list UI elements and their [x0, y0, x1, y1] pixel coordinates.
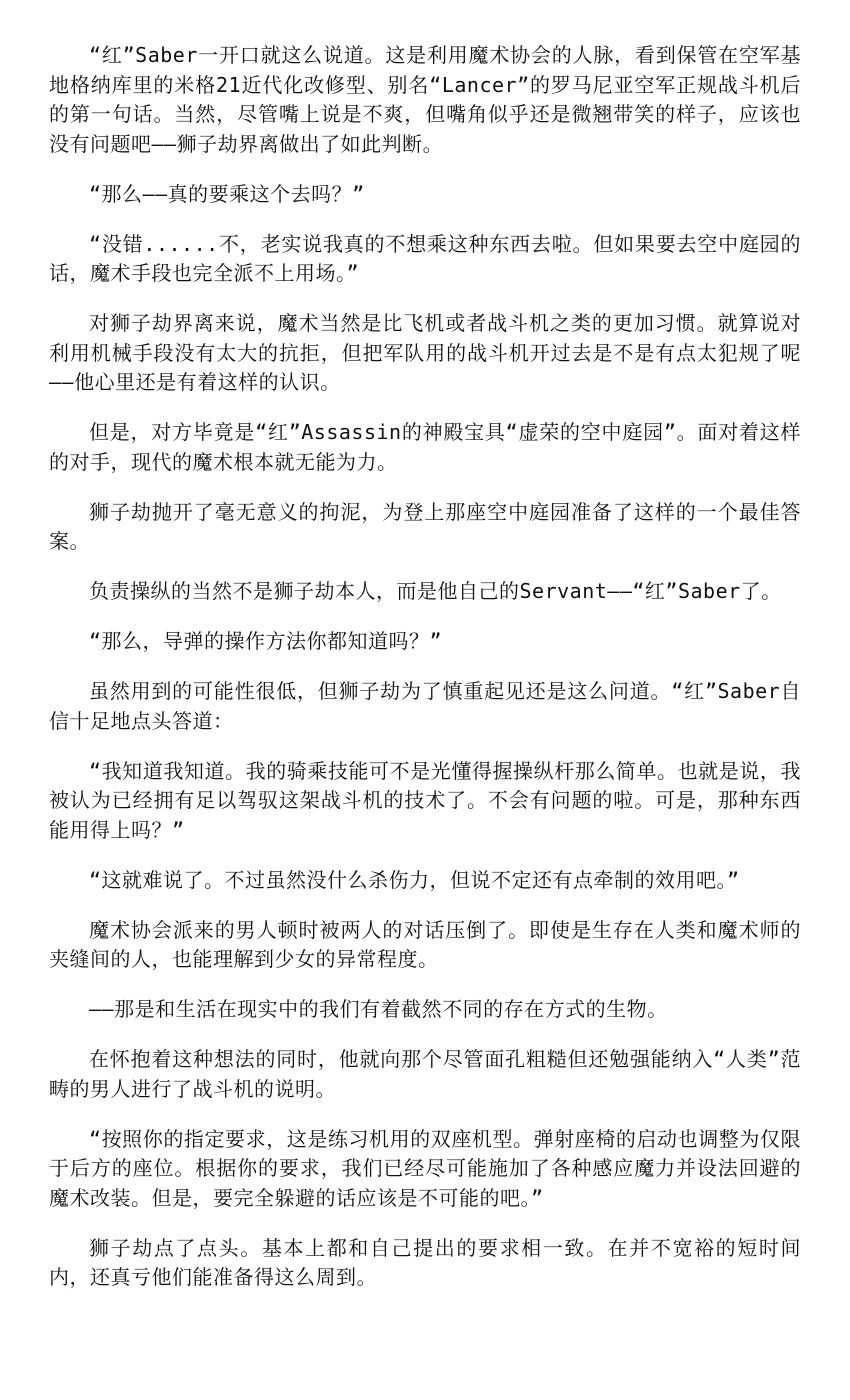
paragraph: 但是，对方毕竟是“红”Assassin的神殿宝具“虚荣的空中庭园”。面对着这样的对手，现代的魔术根本就无能为力。 — [49, 420, 801, 474]
paragraph: 虽然用到的可能性很低，但狮子劫为了慎重起见还是这么问道。“红”Saber自信十足地点头答道： — [49, 679, 801, 733]
paragraph: 负责操纵的当然不是狮子劫本人，而是他自己的Servant——“红”Saber了。 — [89, 579, 782, 603]
paragraph: “没错......不，老实说我真的不想乘这种东西去啦。但如果要去空中庭园的话，魔术手段也完全派不上用场。” — [49, 231, 801, 285]
paragraph: “红”Saber一开口就这么说道。这是利用魔术协会的人脉，看到保管在空军基地格纳库里的米格21近代化改修型、别名“Lancer”的罗马尼亚空军正规战斗机后的第一句话。当然，尽管嘴上说是不爽，但嘴角似乎还是微翘带笑的样子，应该也没有问题吧——狮子劫界离做出了如此判断。 — [49, 43, 801, 156]
paragraph: 狮子劫点了点头。基本上都和自己提出的要求相一致。在并不宽裕的短时间内，还真亏他们能准备得这么周到。 — [49, 1235, 801, 1289]
paragraph: “按照你的指定要求，这是练习机用的双座机型。弹射座椅的启动也调整为仅限于后方的座位。根据你的要求，我们已经尽可能施加了各种感应魔力并设法回避的魔术改装。但是，要完全躲避的话应该是不可能的吧。” — [49, 1126, 801, 1210]
paragraph: 魔术协会派来的男人顿时被两人的对话压倒了。即使是生存在人类和魔术师的夹缝间的人，也能理解到少女的异常程度。 — [49, 917, 801, 971]
paragraph: “那么——真的要乘这个去吗？” — [89, 181, 365, 206]
paragraph: 狮子劫抛开了毫无意义的拘泥，为登上那座空中庭园准备了这样的一个最佳答案。 — [49, 499, 801, 553]
paragraph: “那么，导弹的操作方法你都知道吗？” — [89, 629, 443, 653]
paragraph: 在怀抱着这种想法的同时，他就向那个尽管面孔粗糙但还勉强能纳入“人类”范畴的男人进行了战斗机的说明。 — [49, 1047, 801, 1101]
paragraph: “我知道我知道。我的骑乘技能可不是光懂得握操纵杆那么简单。也就是说，我被认为已经拥有足以驾驭这架战斗机的技术了。不会有问题的啦。可是，那种东西能用得上吗？” — [49, 758, 801, 842]
paragraph: ——那是和生活在现实中的我们有着截然不同的存在方式的生物。 — [89, 997, 668, 1021]
paragraph: 对狮子劫界离来说，魔术当然是比飞机或者战斗机之类的更加习惯。就算说对利用机械手段没有太大的抗拒，但把军队用的战斗机开过去是不是有点太犯规了呢——他心里还是有着这样的认识。 — [49, 311, 801, 394]
paragraph: “这就难说了。不过虽然没什么杀伤力，但说不定还有点牵制的效用吧。” — [89, 867, 740, 892]
document-page — [49, 41, 801, 1313]
